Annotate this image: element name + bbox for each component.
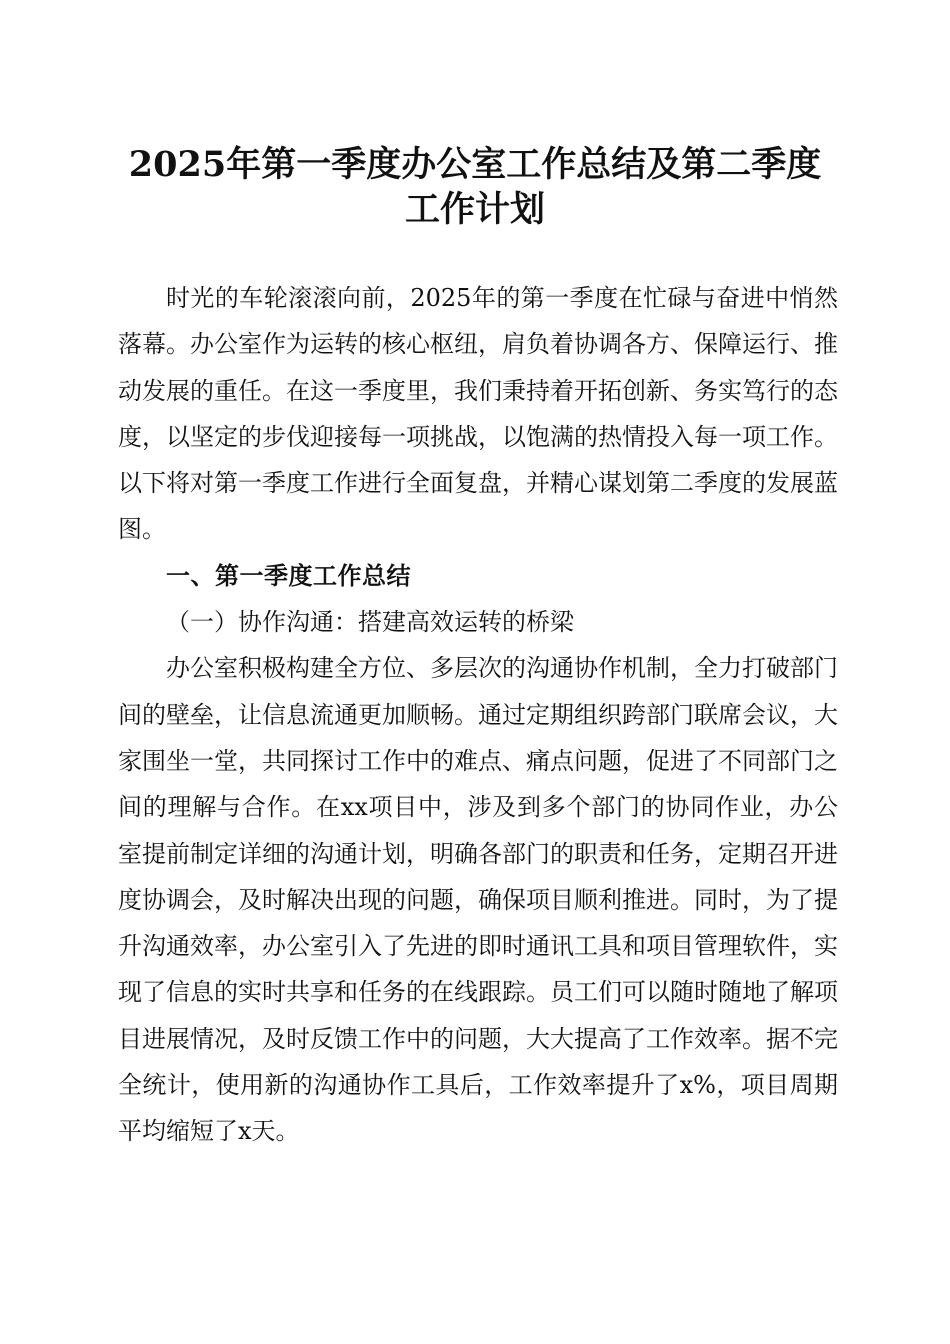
document-title-line2: 工作计划 <box>404 189 545 230</box>
document-body <box>118 275 838 1155</box>
section-heading: 一、第一季度工作总结 <box>166 561 411 590</box>
intro-paragraph: 时光的车轮滚滚向前，2025年的第一季度在忙碌与奋进中悄然落幕。办公室作为运转的核心枢纽，肩负着协调各方、保障运行、推动发展的重任。在这一季度里，我们秉持着开拓创新、务实笃行的态度，以坚定的步伐迎接每一项挑战，以饱满的热情投入每一项工作。以下将对第一季度工作进行全面复盘，并精心谋划第二季度的发展蓝图。 <box>118 284 838 544</box>
subsection-heading: （一）协作沟通：搭建高效运转的桥梁 <box>166 608 574 637</box>
document-title-line1: 2025年第一季度办公室工作总结及第二季度 <box>128 144 822 185</box>
subsection-paragraph: 办公室积极构建全方位、多层次的沟通协作机制，全力打破部门间的壁垒，让信息流通更加顺畅。通过定期组织跨部门联席会议，大家围坐一堂，共同探讨工作中的难点、痛点问题，促进了不同部门之间的理解与合作。在xx项目中，涉及到多个部门的协同作业，办公室提前制定详细的沟通计划，明确各部门的职责和任务，定期召开进度协调会，及时解决出现的问题，确保项目顺利推进。同时，为了提升沟通效率，办公室引入了先进的即时通讯工具和项目管理软件，实现了信息的实时共享和任务的在线跟踪。员工们可以随时随地了解项目进展情况，及时反馈工作中的问题，大大提高了工作效率。据不完全统计，使用新的沟通协作工具后，工作效率提升了x%，项目周期平均缩短了x天。 <box>118 654 838 1146</box>
